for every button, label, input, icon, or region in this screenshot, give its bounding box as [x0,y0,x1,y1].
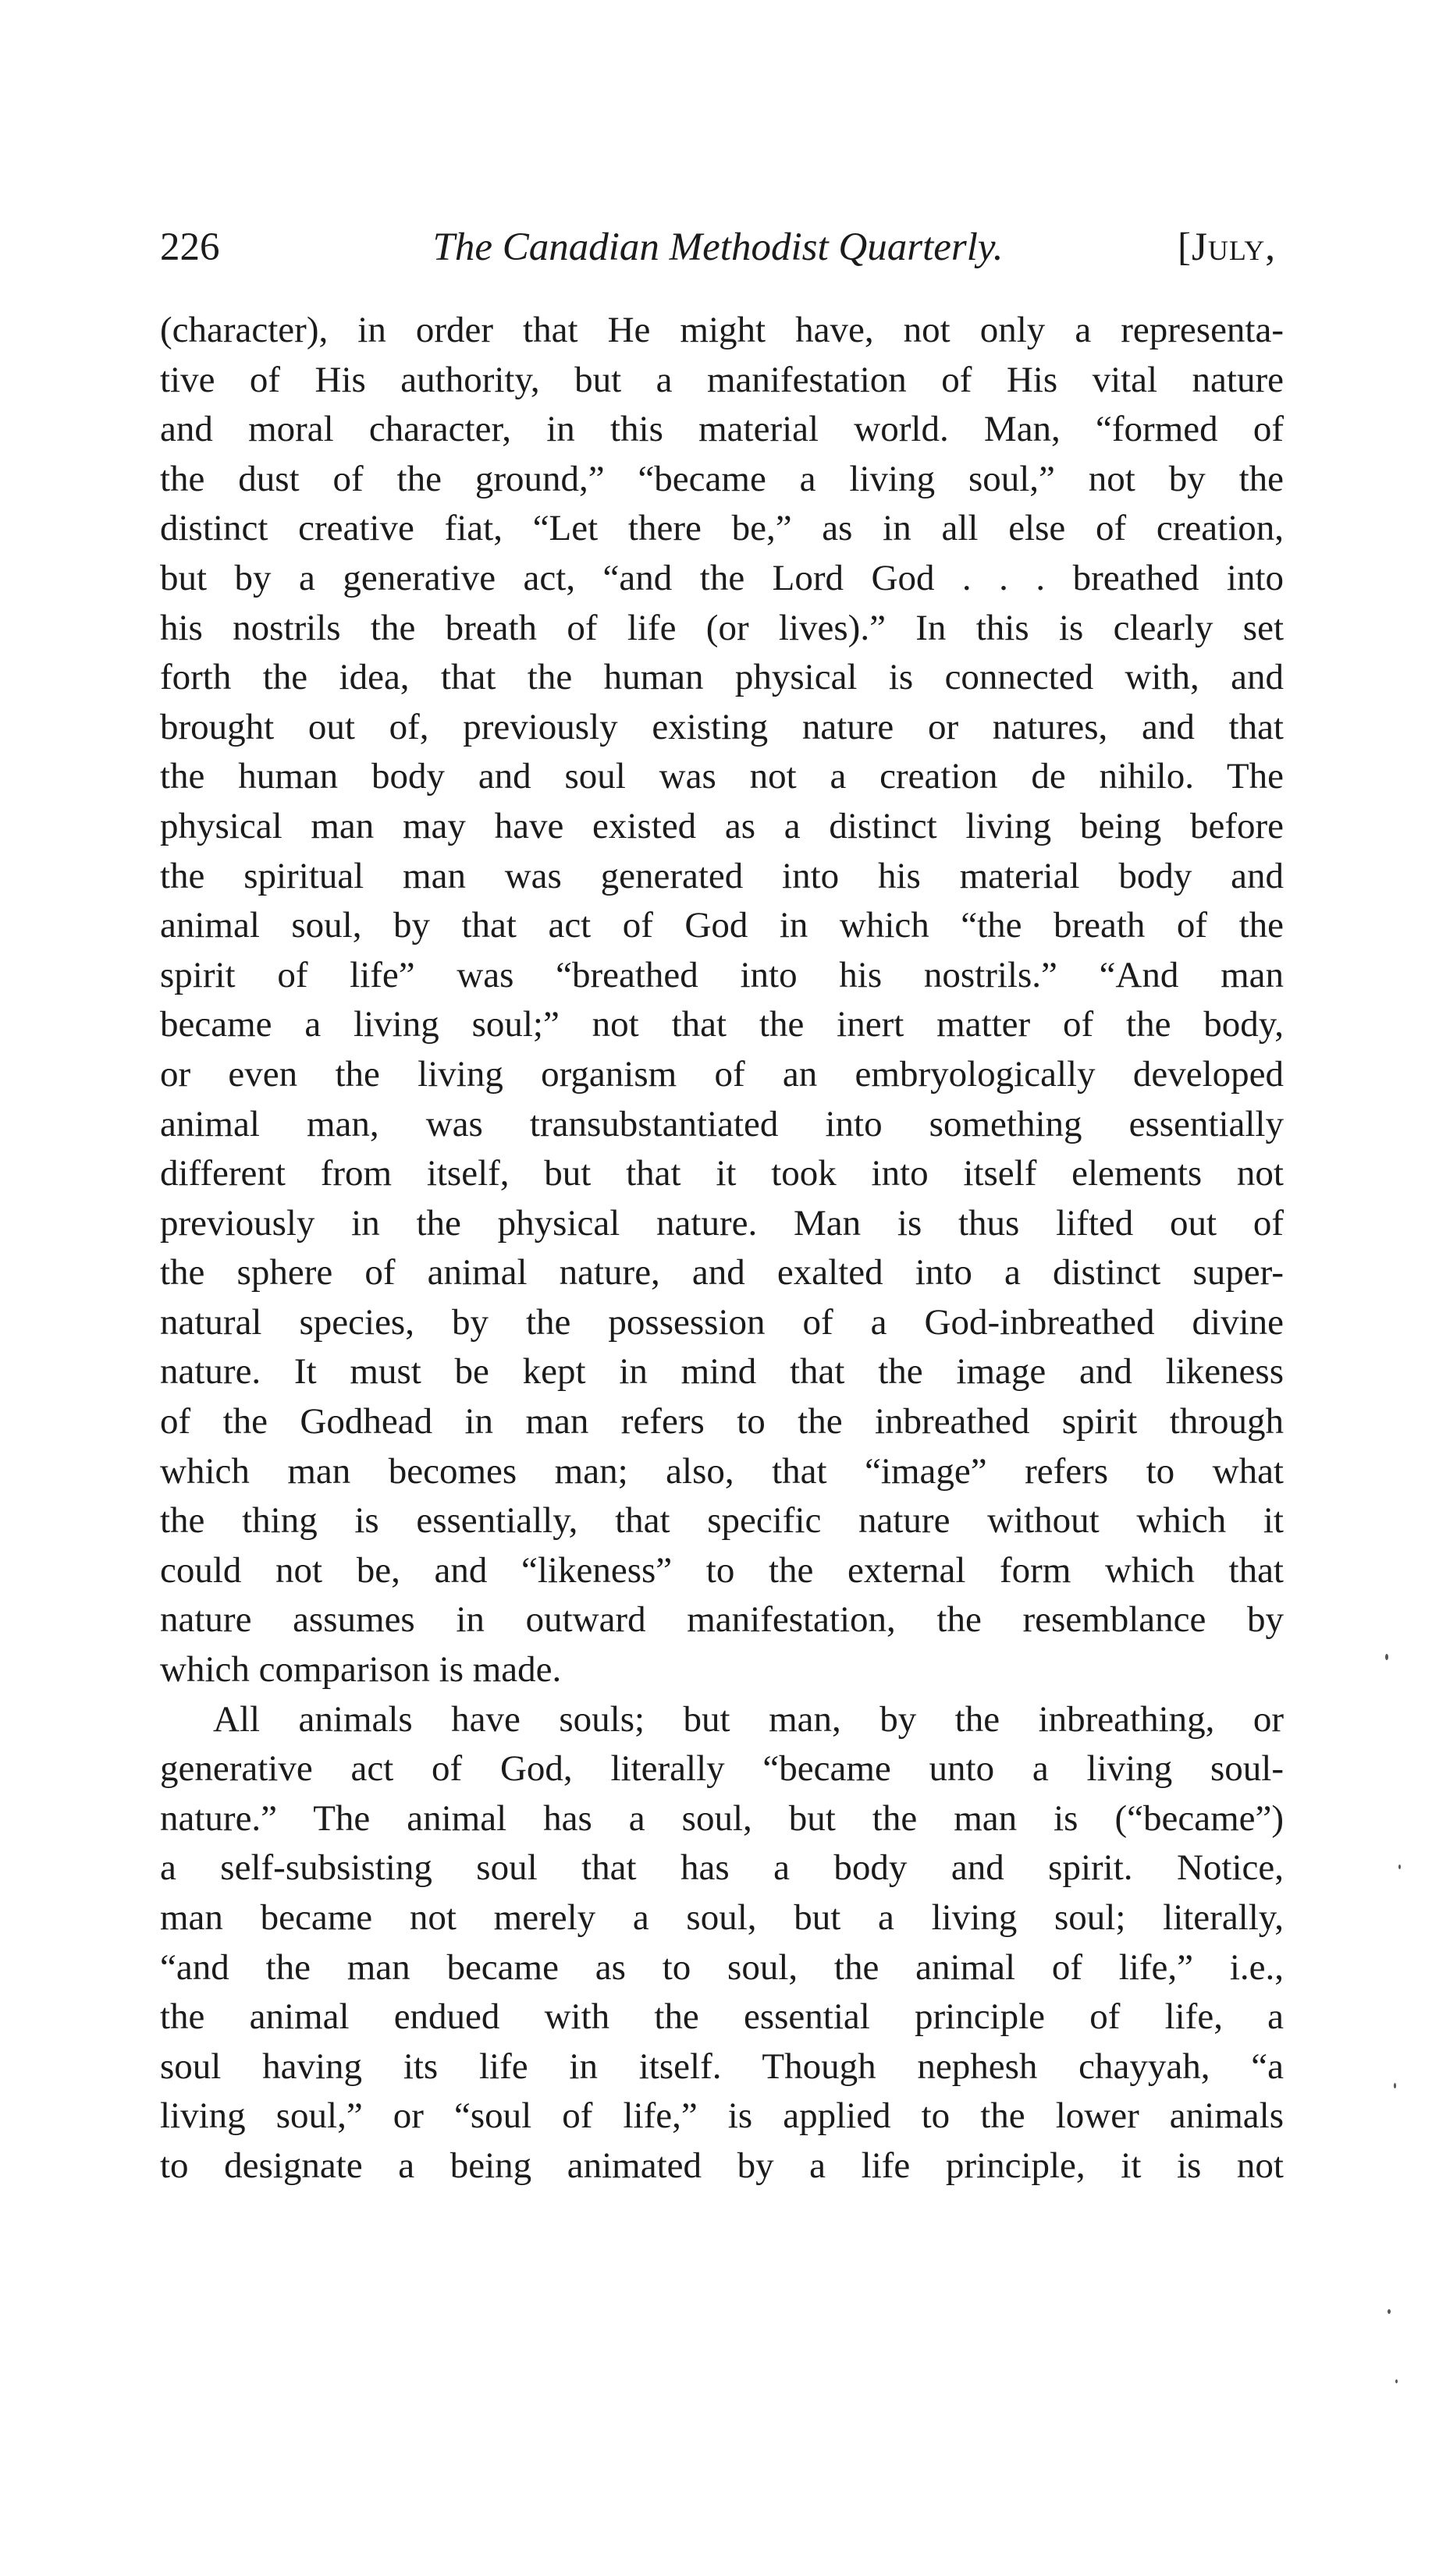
scan-speck [1395,2379,1398,2383]
text-line: (character), in order that He might have, not only a representa- [160,310,1284,350]
text-line: generative act of God, literally “became unto a living soul- [160,1748,1284,1790]
text-line: animal man, was transubstantiated into something essentially [160,1103,1284,1144]
text-line: “and the man became as to soul, the animal of life,” i.e., [160,1946,1284,1988]
text-line: man became not merely a soul, but a living soul; literally, [160,1897,1284,1938]
text-line: nature. It must be kept in mind that the image and likeness [160,1351,1284,1393]
text-line: physical man may have existed as a distinct living being before [160,805,1284,846]
text-line: his nostrils the breath of life (or lives).” In this is clearly set [160,607,1284,648]
text-line: forth the idea, that the human physical is connected with, and [160,657,1284,698]
journal-title: The Canadian Methodist Quarterly. [432,225,1004,269]
text-line: and moral character, in this material world. Man, “formed of [160,409,1284,450]
text-line: natural species, by the possession of a God-inbreathed divine [160,1301,1284,1343]
text-line: tive of His authority, but a manifestation of His vital nature [160,359,1284,400]
text-line: the sphere of animal nature, and exalted into a distinct super- [160,1252,1284,1293]
body-text [160,306,1284,2191]
text-line: previously in the physical nature. Man is thus lifted out of [160,1202,1284,1244]
text-line: the thing is essentially, that specific nature without which it [160,1500,1284,1542]
paragraph-end-line: which comparison is made. [160,1649,562,1691]
running-head [160,220,1276,275]
page-number: 226 [160,225,220,269]
text-line: animal soul, by that act of God in which “the breath of the [160,905,1284,946]
text-line: brought out of, previously existing nature or natures, and that [160,706,1284,747]
text-line: which man becomes man; also, that “image” refers to what [160,1450,1284,1492]
section-mark: [July, [1178,225,1276,269]
text-line: the spiritual man was generated into his material body and [160,855,1284,896]
paragraph-start-line: All animals have souls; but man, by the inbreathing, or [213,1698,1284,1740]
text-line: spirit of life” was “breathed into his nostrils.” “And man [160,954,1284,995]
text-line: different from itself, but that it took into itself elements not [160,1153,1284,1194]
text-line: to designate a being animated by a life principle, it is not [160,2145,1284,2186]
text-line: soul having its life in itself. Though nephesh chayyah, “a [160,2046,1284,2087]
text-line: nature.” The animal has a soul, but the man is (“became”) [160,1797,1284,1839]
text-line: of the Godhead in man refers to the inbreathed spirit through [160,1401,1284,1442]
text-line: became a living soul;” not that the inert matter of the body, [160,1004,1284,1045]
scan-speck [1398,1865,1401,1869]
scan-speck [1385,1654,1388,1660]
text-line: could not be, and “likeness” to the external form which that [160,1549,1284,1591]
text-line: or even the living organism of an embryologically developed [160,1053,1284,1095]
scan-speck [1394,2083,1396,2088]
text-line: the dust of the ground,” “became a living soul,” not by the [160,458,1284,499]
text-line: distinct creative fiat, “Let there be,” as in all else of creation, [160,508,1284,549]
text-line: living soul,” or “soul of life,” is applied to the lower animals [160,2095,1284,2137]
text-line: the human body and soul was not a creation de nihilo. The [160,756,1284,797]
text-line: a self-subsisting soul that has a body and spirit. Notice, [160,1847,1284,1889]
text-line: but by a generative act, “and the Lord God . . . breathed into [160,557,1284,598]
scan-speck [1388,2309,1391,2314]
text-line: the animal endued with the essential principle of life, a [160,1996,1284,2038]
text-line: nature assumes in outward manifestation, the resemblance by [160,1599,1284,1641]
